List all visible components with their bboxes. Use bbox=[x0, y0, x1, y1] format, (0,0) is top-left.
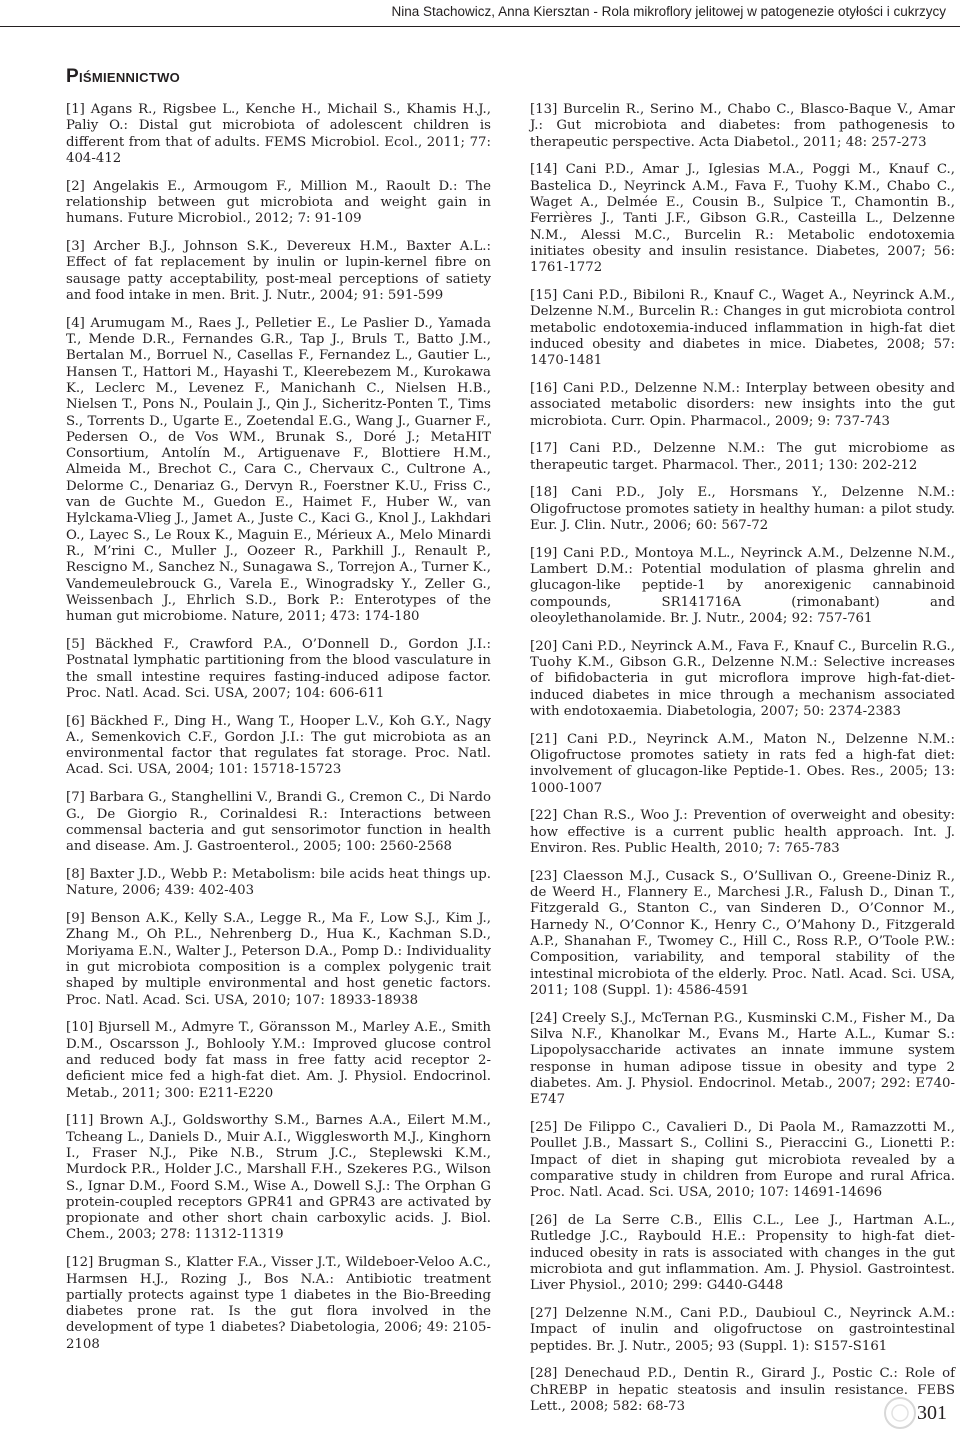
reference-item: [13] Burcelin R., Serino M., Chabo C., Blasco-Baque V., Amar J.: Gut microbiota and diabetes: from pathogenesis to therapeutic perspective. Acta Diabetol., 2011; 48: 257-273 bbox=[530, 102, 955, 150]
reference-item: [5] Bäckhed F., Crawford P.A., O’Donnell D., Gordon J.I.: Postnatal lymphatic partitioning from the blood vasculature in the small intestine requires fasting-induced adipose factor. Proc. Natl. Acad. Sci. USA, 2007; 104: 606-611 bbox=[66, 636, 491, 701]
reference-item: [7] Barbara G., Stanghellini V., Brandi G., Cremon C., Di Nardo G., De Giorgio R., Corinaldesi R.: Interactions between commensal bacteria and gut sensorimotor function in health and disease. Am. J. Gastroenterol., 2005; 100: 2560-2568 bbox=[66, 790, 491, 855]
references-column-left bbox=[66, 102, 491, 1364]
references-column-right bbox=[530, 102, 955, 1427]
reference-item: [25] De Filippo C., Cavalieri D., Di Paola M., Ramazzotti M., Poullet J.B., Massart S., Collini S., Pieraccini G., Lionetti P.: Impact of diet in shaping gut microbiota revealed by a comparative study in children from Europe and rural Africa. Proc. Natl. Acad. Sci. USA, 2010; 107: 14691-14696 bbox=[530, 1120, 955, 1201]
reference-item: [26] de La Serre C.B., Ellis C.L., Lee J., Hartman A.L., Rutledge J.C., Raybould H.E.: Propensity to high-fat diet-induced obesity in rats is associated with changes in the gut microbiota and gut inflammation. Am. J. Physiol. Gastrointest. Liver Physiol., 2010; 299: G440-G448 bbox=[530, 1213, 955, 1294]
reference-item: [8] Baxter J.D., Webb P.: Metabolism: bile acids heat things up. Nature, 2006; 439: 402-403 bbox=[66, 866, 491, 899]
reference-item: [12] Brugman S., Klatter F.A., Visser J.T., Wildeboer-Veloo A.C., Harmsen H.J., Rozing J., Bos N.A.: Antibiotic treatment partially protects against type 1 diabetes in the Bio-Breeding diabetes prone rat. Is the gut flora involved in the development of type 1 diabetes? Diabetologia, 2006; 49: 2105-2108 bbox=[66, 1255, 491, 1352]
reference-item: [17] Cani P.D., Delzenne N.M.: The gut microbiome as therapeutic target. Pharmacol. Ther., 2011; 130: 202-212 bbox=[530, 441, 955, 473]
reference-item: [28] Denechaud P.D., Dentin R., Girard J., Postic C.: Role of ChREBP in hepatic steatosis and insulin resistance. FEBS Lett., 2008; 582: 68-73 bbox=[530, 1366, 955, 1414]
reference-item: [6] Bäckhed F., Ding H., Wang T., Hooper L.V., Koh G.Y., Nagy A., Semenkovich C.F., Gordon J.I.: The gut microbiota as an environmental factor that regulates fat storage. Proc. Natl. Acad. Sci. USA, 2004; 101: 15718-15723 bbox=[66, 713, 491, 778]
reference-item: [16] Cani P.D., Delzenne N.M.: Interplay between obesity and associated metabolic disorders: new insights into the gut microbiota. Curr. Opin. Pharmacol., 2009; 9: 737-743 bbox=[530, 380, 955, 429]
reference-item: [3] Archer B.J., Johnson S.K., Devereux H.M., Baxter A.L.: Effect of fat replacement by inulin or lupin-kernel fibre on sausage patty acceptability, post-meal perceptions of satiety and food intake in men. Brit. J. Nutr., 2004; 91: 591-599 bbox=[66, 239, 491, 303]
reference-item: [10] Bjursell M., Admyre T., Göransson M., Marley A.E., Smith D.M., Oscarsson J., Bohlooly Y.M.: Improved glucose control and reduced body fat mass in free fatty acid receptor 2-deficient mice fed a high-fat diet. Am. J. Physiol. Endocrinol. Metab., 2011; 300: E211-E220 bbox=[66, 1020, 491, 1101]
reference-item: [23] Claesson M.J., Cusack S., O’Sullivan O., Greene-Diniz R., de Weerd H., Flannery E., Marchesi J.R., Falush D., Dinan T., Fitzgerald G., Stanton C., van Sinderen D., O’Connor M., Harnedy N., O’Connor K., Henry C., O’Mahony D., Fitzgerald A.P., Shanahan F., Twomey C., Hill C., Ross R.P., O’Toole P.W.: Composition, variability, and temporal stability of the intestinal microbiota of the elderly. Proc. Natl. Acad. Sci. USA, 2011; 108 (Suppl. 1): 4586-4591 bbox=[530, 868, 955, 998]
reference-item: [24] Creely S.J., McTernan P.G., Kusminski C.M., Fisher M., Da Silva N.F., Khanolkar M., Evans M., Harte A.L., Kumar S.: Lipopolysaccharide activates an innate immune system response in human adipose tissue in obesity and type 2 diabetes. Am. J. Physiol. Endocrinol. Metab., 2007; 292: E740-E747 bbox=[530, 1010, 955, 1108]
reference-item: [14] Cani P.D., Amar J., Iglesias M.A., Poggi M., Knauf C., Bastelica D., Neyrinck A.M., Fava F., Tuohy K.M., Chabo C., Waget A., Delmée E., Cousin B., Sulpice T., Chamontin B., Ferrières J., Tanti J.F., Gibson G.R., Casteilla L., Delzenne N.M., Alessi M.C., Burcelin R.: Metabolic endotoxemia initiates obesity and insulin resistance. Diabetes, 2007; 56: 1761-1772 bbox=[530, 162, 955, 276]
reference-item: [27] Delzenne N.M., Cani P.D., Daubioul C., Neyrinck A.M.: Impact of inulin and oligofructose on gastrointestinal peptides. Br. J. Nutr., 2005; 93 (Suppl. 1): S157-S161 bbox=[530, 1306, 955, 1354]
page-number: 301 bbox=[917, 1402, 947, 1424]
reference-item: [11] Brown A.J., Goldsworthy S.M., Barnes A.A., Eilert M.M., Tcheang L., Daniels D., Muir A.I., Wigglesworth M.J., Kinghorn I., Fraser N.J., Pike N.B., Strum J.C., Steplewski K.M., Murdock P.R., Holder J.C., Marshall F.H., Szekeres P.G., Wilson S., Ignar D.M., Foord S.M., Wise A., Dowell S.J.: The Orphan G protein-coupled receptors GPR41 and GPR43 are activated by propionate and other short chain carboxylic acids. J. Biol. Chem., 2003; 278: 11312-11319 bbox=[66, 1113, 491, 1243]
running-header: Nina Stachowicz, Anna Kiersztan - Rola mikroflory jelitowej w patogenezie otyłości i cukrzycy bbox=[391, 4, 946, 19]
reference-item: [21] Cani P.D., Neyrinck A.M., Maton N., Delzenne N.M.: Oligofructose promotes satiety in rats fed a high-fat diet: involvement of glucagon-like Peptide-1. Obes. Res., 2005; 13: 1000-1007 bbox=[530, 731, 955, 796]
reference-item: [2] Angelakis E., Armougom F., Million M., Raoult D.: The relationship between gut microbiota and weight gain in humans. Future Microbiol., 2012; 7: 91-109 bbox=[66, 178, 491, 227]
header-divider bbox=[0, 26, 960, 27]
reference-item: [18] Cani P.D., Joly E., Horsmans Y., Delzenne N.M.: Oligofructose promotes satiety in healthy human: a pilot study. Eur. J. Clin. Nutr., 2006; 60: 567-72 bbox=[530, 485, 955, 534]
reference-item: [20] Cani P.D., Neyrinck A.M., Fava F., Knauf C., Burcelin R.G., Tuohy K.M., Gibson G.R., Delzenne N.M.: Selective increases of bifidobacteria in gut microflora improve high-fat-diet-induced diabetes in mice through a mechanism associated with endotoxaemia. Diabetologia, 2007; 50: 2374-2383 bbox=[530, 638, 955, 719]
reference-item: [15] Cani P.D., Bibiloni R., Knauf C., Waget A., Neyrinck A.M., Delzenne N.M., Burcelin R.: Changes in gut microbiota control metabolic endotoxemia-induced inflammation in high-fat diet induced obesity and diabetes in mice. Diabetes, 2008; 57: 1470-1481 bbox=[530, 287, 955, 369]
reference-item: [9] Benson A.K., Kelly S.A., Legge R., Ma F., Low S.J., Kim J., Zhang M., Oh P.L., Nehrenberg D., Hua K., Kachman S.D., Moriyama E.N., Walter J., Peterson D.A., Pomp D.: Individuality in gut microbiota composition is a complex polygenic trait shaped by multiple environmental and host genetic factors. Proc. Natl. Acad. Sci. USA, 2010; 107: 18933-18938 bbox=[66, 911, 491, 1008]
reference-item: [4] Arumugam M., Raes J., Pelletier E., Le Paslier D., Yamada T., Mende D.R., Fernandes G.R., Tap J., Bruls T., Batto J.M., Bertalan M., Borruel N., Casellas F., Fernandez L., Gautier L., Hansen T., Hattori M., Hayashi T., Kleerebezem M., Kurokawa K., Leclerc M., Levenez F., Manichanh C., Nielsen H.B., Nielsen T., Pons N., Poulain J., Qin J., Sicheritz-Ponten T., Tims S., Torrents D., Ugarte E., Zoetendal E.G., Wang J., Guarner F., Pedersen O., de Vos WM., Brunak S., Doré J.; MetaHIT Consortium, Antolín M., Artiguenave F., Blottiere H.M., Almeida M., Brechot C., Cara C., Chervaux C., Cultrone A., Delorme C., Denariaz G., Dervyn R., Foerstner K.U., Friss C., van de Guchte M., Guedon E., Haimet F., Huber W., van Hylckama-Vlieg J., Jamet A., Juste C., Kaci G., Knol J., Lakhdari O., Layec S., Le Roux K., Maguin E., Mérieux A., Melo Minardi R., M’rini C., Muller J., Oozeer R., Parkhill J., Renault P., Rescigno M., Sanchez N., Sunagawa S., Torrejon A., Turner K., Vandemeulebrouck G., Varela E., Winogradsky Y., Zeller G., Weissenbach J., Ehrlich S.D., Bork P.: Enterotypes of the human gut microbiome. Nature, 2011; 473: 174-180 bbox=[66, 315, 491, 625]
reference-item: [19] Cani P.D., Montoya M.L., Neyrinck A.M., Delzenne N.M., Lambert D.M.: Potential modulation of plasma ghrelin and glucagon-like peptide-1 by anorexigenic cannabinoid compounds, SR141716A (rimonabant) and oleoylethanolamide. Br. J. Nutr., 2004; 92: 757-761 bbox=[530, 545, 955, 627]
section-title: Piśmiennictwo bbox=[66, 66, 181, 87]
reference-item: [1] Agans R., Rigsbee L., Kenche H., Michail S., Khamis H.J., Paliy O.: Distal gut microbiota of adolescent children is different from that of adults. FEMS Microbiol. Ecol., 2011; 77: 404-412 bbox=[66, 102, 491, 166]
reference-item: [22] Chan R.S., Woo J.: Prevention of overweight and obesity: how effective is a current public health approach. Int. J. Environ. Res. Public Health, 2010; 7: 765-783 bbox=[530, 808, 955, 857]
page-watermark-icon bbox=[880, 1395, 920, 1431]
